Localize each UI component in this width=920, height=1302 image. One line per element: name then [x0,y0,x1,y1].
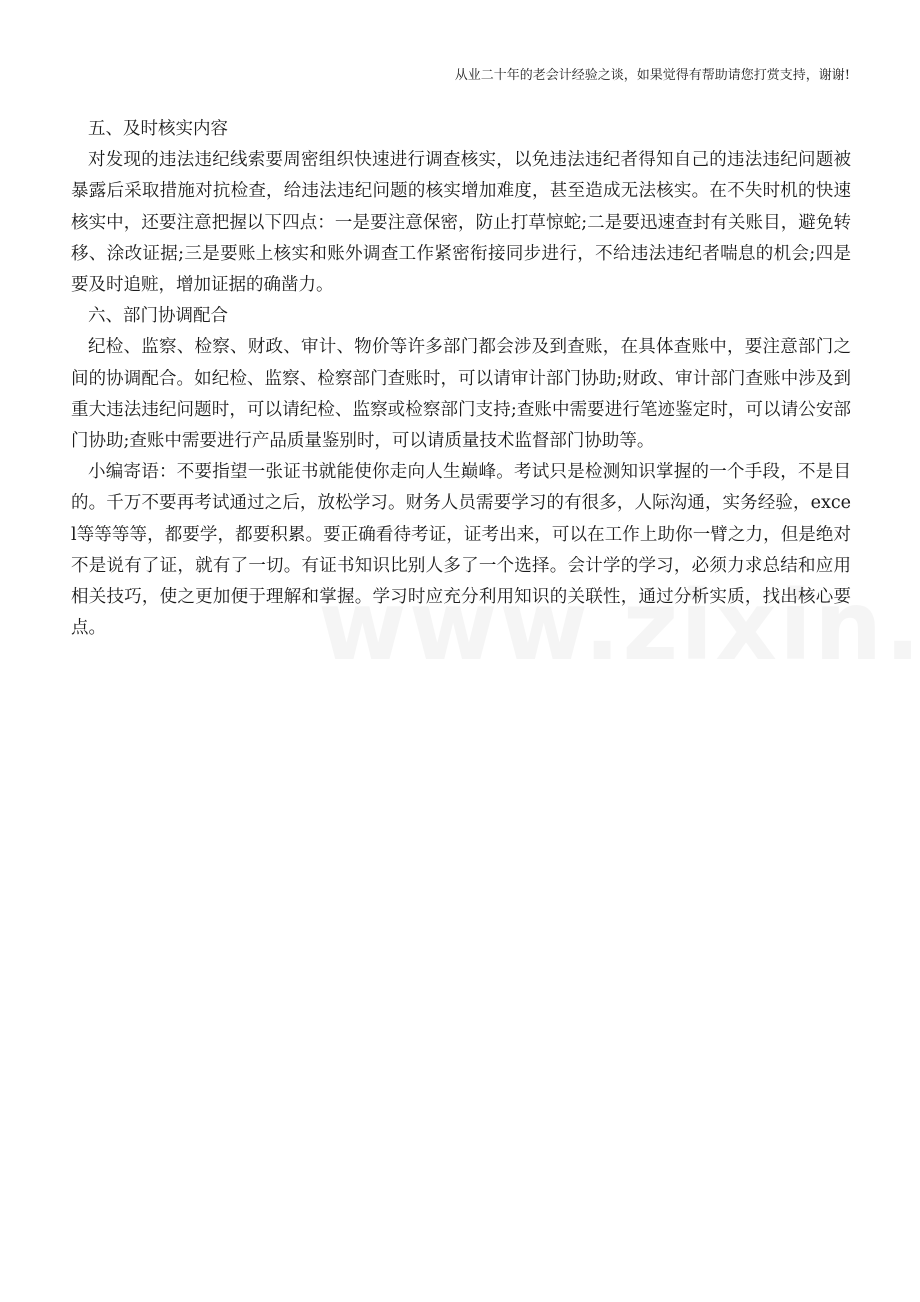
section-heading-coordination: 六、部门协调配合 [88,306,228,327]
header-note: 从业二十年的老会计经验之谈，如果觉得有帮助请您打赏支持，谢谢! [454,68,850,83]
section-paragraph-coordination: 纪检、监察、检察、财政、审计、物价等许多部门都会涉及到查账，在具体查账中，要注意部门之间的协调配合。如纪检、监察、检察部门查账时，可以请审计部门协助;财政、审计部门查账中涉及到重大违法违纪问题时，可以请纪检、监察或检察部门支持;查账中需要进行笔迹鉴定时，可以请公安部门协助;查账中需要进行产品质量鉴别时，可以请质量技术监督部门协助等。 [71,337,851,452]
document-body [71,114,851,644]
closing-paragraph: 小编寄语：不要指望一张证书就能使你走向人生巅峰。考试只是检测知识掌握的一个手段，不是目的。千万不要再考试通过之后，放松学习。财务人员需要学习的有很多，人际沟通，实务经验，excel等等等等，都要学，都要积累。要正确看待考证，证考出来，可以在工作上助你一臂之力，但是绝对不是说有了证，就有了一切。有证书知识比别人多了一个选择。会计学的学习，必须力求总结和应用相关技巧，使之更加便于理解和掌握。学习时应充分利用知识的关联性，通过分析实质，找出核心要点。 [71,462,851,639]
section-paragraph-verify: 对发现的违法违纪线索要周密组织快速进行调查核实，以免违法违纪者得知自己的违法违纪问题被暴露后采取措施对抗检查，给违法违纪问题的核实增加难度，甚至造成无法核实。在不失时机的快速核实中，还要注意把握以下四点：一是要注意保密，防止打草惊蛇;二是要迅速查封有关账目，避免转移、涂改证据;三是要账上核实和账外调查工作紧密衔接同步进行，不给违法违纪者喘息的机会;四是要及时追赃，增加证据的确凿力。 [71,150,851,296]
section-heading-verify: 五、及时核实内容 [88,119,228,139]
